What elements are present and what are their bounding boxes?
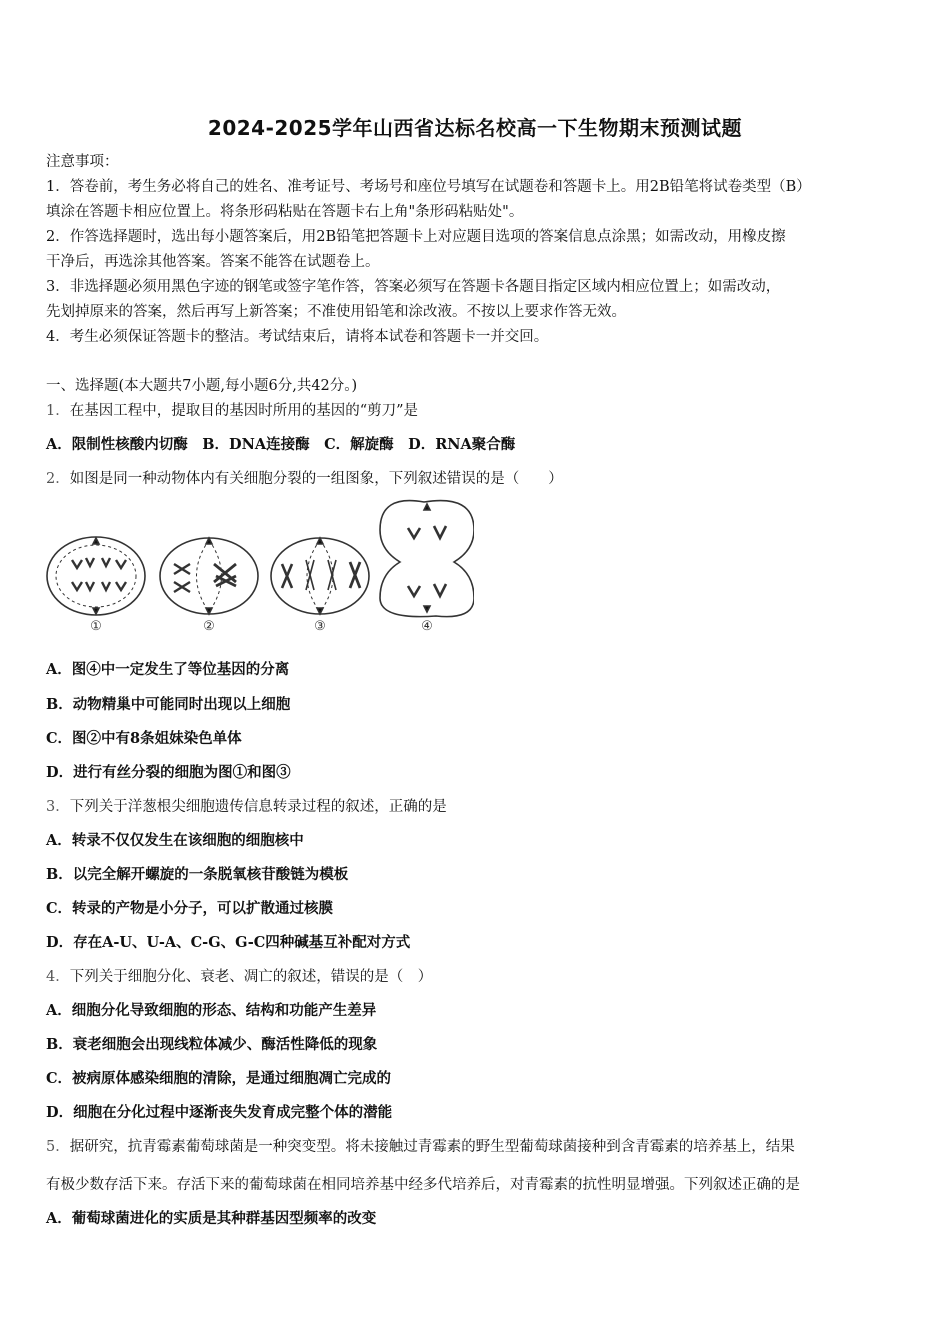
question-number: 5．: [46, 1139, 70, 1155]
question-stem: 下列关于细胞分化、衰老、凋亡的叙述，错误的是（ ）: [69, 969, 433, 985]
option: A．转录不仅仅发生在该细胞的细胞核中: [46, 832, 304, 849]
cell-2-diagram: [160, 538, 258, 614]
cell-1-diagram: [47, 537, 145, 615]
notice-line: 先划掉原来的答案，然后再写上新答案；不准使用铅笔和涂改液。不按以上要求作答无效。: [46, 304, 626, 320]
option: A．葡萄球菌进化的实质是其种群基因型频率的改变: [46, 1210, 377, 1227]
question-number: 4．: [46, 969, 70, 985]
question-1: [46, 401, 418, 421]
option: B．动物精巢中可能同时出现以上细胞: [46, 696, 291, 713]
option: C．转录的产物是小分子，可以扩散通过核膜: [46, 900, 334, 917]
cell-4-diagram: [380, 501, 474, 617]
question-3: [46, 797, 447, 817]
section-heading: 一、选择题(本大题共7小题,每小题6分,共42分。): [46, 378, 358, 394]
option: C．图②中有8条姐妹染色单体: [46, 730, 242, 747]
question-stem: 据研究，抗青霉素葡萄球菌是一种突变型。将未接触过青霉素的野生型葡萄球菌接种到含青霉素的培养基上，结果: [69, 1139, 795, 1155]
question-number: 1．: [46, 403, 70, 419]
question-1-options: A．限制性核酸内切酶 B．DNA连接酶 C．解旋酶 D．RNA聚合酶: [46, 436, 516, 453]
question-4: [46, 967, 432, 987]
option: C．被病原体感染细胞的清除，是通过细胞凋亡完成的: [46, 1070, 392, 1087]
figure-label: ③: [314, 619, 326, 634]
question-5: [46, 1137, 795, 1157]
question-2: [46, 469, 563, 489]
figure-label: ①: [90, 619, 102, 634]
notice-line: 3．非选择题必须用黑色字迹的钢笔或签字笔作答，答案必须写在答题卡各题目指定区域内相应位置上；如需改动，: [46, 279, 781, 295]
question-stem-continued: 有极少数存活下来。存活下来的葡萄球菌在相同培养基中经多代培养后，对青霉素的抗性明显增强。下列叙述正确的是: [46, 1177, 800, 1193]
question-stem: 下列关于洋葱根尖细胞遗传信息转录过程的叙述，正确的是: [69, 799, 447, 815]
notice-heading: 注意事项：: [46, 154, 119, 170]
notice-line: 2．作答选择题时，选出每小题答案后，用2B铅笔把答题卡上对应题目选项的答案信息点涂黑；如需改动，用橡皮擦: [46, 229, 786, 245]
figure-label: ②: [203, 619, 215, 634]
notice-line: 填涂在答题卡相应位置上。将条形码粘贴在答题卡右上角"条形码粘贴处"。: [46, 204, 524, 220]
figure-label: ④: [421, 619, 433, 634]
option: D．存在A-U、U-A、C-G、G-C四种碱基互补配对方式: [46, 934, 411, 951]
page-title: 2024-2025学年山西省达标名校高一下生物期末预测试题: [207, 116, 743, 140]
question-number: 2．: [46, 471, 70, 487]
cell-division-figure: [44, 498, 474, 638]
option: B．衰老细胞会出现线粒体减少、酶活性降低的现象: [46, 1036, 378, 1053]
notice-line: 干净后，再选涂其他答案。答案不能答在试题卷上。: [46, 254, 380, 270]
option: A．图④中一定发生了等位基因的分离: [46, 661, 290, 678]
option: D．细胞在分化过程中逐渐丧失发育成完整个体的潜能: [46, 1104, 393, 1121]
option: A．细胞分化导致细胞的形态、结构和功能产生差异: [46, 1002, 377, 1019]
notice-line: 1．答卷前，考生务必将自己的姓名、准考证号、考场号和座位号填写在试题卷和答题卡上。用2B铅笔将试卷类型（B）: [46, 179, 811, 195]
question-stem: 如图是同一种动物体内有关细胞分裂的一组图象，下列叙述错误的是（ ）: [69, 471, 563, 487]
option: D．进行有丝分裂的细胞为图①和图③: [46, 764, 291, 781]
question-number: 3．: [46, 799, 70, 815]
cell-3-diagram: [271, 538, 369, 614]
option: B．以完全解开螺旋的一条脱氧核苷酸链为模板: [46, 866, 349, 883]
notice-line: 4．考生必须保证答题卡的整洁。考试结束后，请将本试卷和答题卡一并交回。: [46, 329, 549, 345]
question-stem: 在基因工程中，提取目的基因时所用的基因的“剪刀”是: [69, 403, 419, 419]
